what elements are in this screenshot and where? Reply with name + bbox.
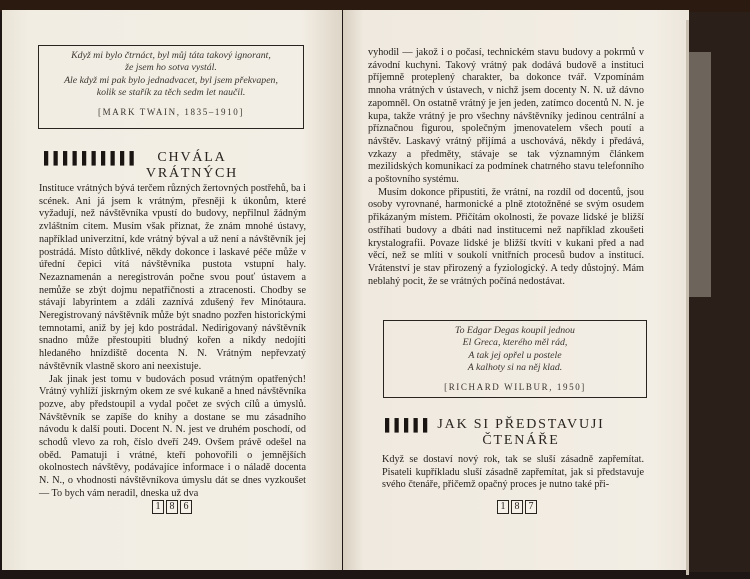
paragraph: Musím dokonce připustiti, že vrátní, na rozdíl od docentů, jsou osoby vyrovnané, harmonické a plně ztotožněné se svým osudem přikázaným místem. Přičítám okolnosti, že povaze lidské je bližší ostříhati budovy a dbáti nad institucemi než například zkoušeti krystalografii. Povaze lidské je bližší tkvíti v kukani před a nad věcí, než se mlíti v soukolí vnitřních procesů budov a institucí. Vrátenství je stav přirozený a fyziologický. A tedy důstojný. Mám neblahý pocit, že se vrátných počíná nedostávat.: [368, 186, 644, 287]
epigraph-author: [RICHARD WILBUR, 1950]: [444, 381, 586, 392]
heading-ornament: ▌▌▌▌▌: [385, 418, 433, 432]
epigraph-line: A tak jej opřel u postele: [468, 349, 562, 361]
page-digit: 8: [511, 500, 523, 514]
right-epigraph: [383, 320, 647, 398]
paragraph: Jak jinak jest tomu v budovách posud vrátným opatřených! Vrátný vyhlíží jiskrným okem ze své kukaně a hned návštěvníka pozve, aby předstoupil a vydal počet ze svých cílů a úmyslů. Návštěvník se zapíše do knihy a dostane se mu zásadního návodu k další pouti. Docent N. N. jest ve druhém poschodí, od schodů vlevo za roh, číslo dveří 249. Ovšem právě odešel na oběd. Pamatuji i vrátné, kteří pohovořili o jemnějších okolnostech návštěvy, podávajíce informace i o náladě docenta N. N., o vhodnosti návštěvníkova úmyslu dát se dnes vyzkoušet — To bych vám neradil, dneska už dva: [39, 373, 306, 499]
page-digit: 1: [152, 500, 164, 514]
next-page-strip: [689, 52, 711, 297]
page-digit: 7: [525, 500, 537, 514]
page-digit: 8: [166, 500, 178, 514]
right-body-text: [368, 47, 644, 288]
page-digit: 1: [497, 500, 509, 514]
heading-line: ČTENÁŘE: [482, 433, 560, 448]
right-body-text-2: [382, 454, 644, 492]
chapter-heading: [142, 150, 242, 182]
right-page: [343, 10, 689, 570]
epigraph-line: že jsem ho sotva vystál.: [125, 62, 217, 74]
page-number: [152, 500, 194, 514]
left-epigraph: [38, 45, 304, 129]
heading-line: JAK SI PŘEDSTAVUJI: [437, 417, 605, 432]
paragraph: vyhodil — jakož i o počasí, technickém stavu budovy a pokrmů v závodní kuchyni. Takový vrátný pak dodává budově a instituci příjemně proteplený charakter, ba dokonce tvář. Vzpomínám mnoha vrátných v ústavech, v nichž jsem docenty N. N. už dávno zapomněl. On ostatně vrátný je jen jeden, zatímco docentů N. N. je kupa, takže vrátný je pro všechny návštěvníky jedinou centrální a příznačnou figurou, společným jmenovatelem všech poutí a návštěv. Laskavý vrátný přijímá a uschovává, někdy i předává, vzkazy a předměty, stávaje se tak významným článkem mezilidských komunikací za podmínek chatrného stavu telefonního a poštovního systému.: [368, 47, 644, 186]
book-fore-edge: [689, 12, 750, 572]
page-number: [497, 500, 539, 514]
epigraph-line: To Edgar Degas koupil jednou: [455, 325, 575, 336]
heading-line: VRÁTNÝCH: [145, 166, 239, 181]
heading-ornament: ▌▌▌▌▌▌▌▌▌▌: [44, 151, 140, 165]
left-page: [2, 10, 342, 570]
left-body-text: [39, 183, 306, 501]
paragraph: Instituce vrátných bývá terčem různých žertovných postřehů, ba i scének. Ani já jsem k vrátným, přesněji k úkonům, které vyžadují, než návštěvníka vpustí do budovy, nepřilnul žádným zvláštním citem. Musím však přiznat, že znám mnohé ústavy, například univerzitní, kde vrátný býval a už není a návštěvník jej postrádá. Místo důtklivé, někdy dokonce i laskavé péče může v úřední čepici vítá návštěvníka pustota vstupní haly. Nezaznamenán a neregistrován počne svou pouť ústavem a nemůže se zbýt dojmu nepatřičnosti a ztracenosti. Chodby se stávají labyrintem a zdáli zaznívá zdušený řev Minótaura. Neregistrovaný návštěvník může být snadno pozřen historickými temnotami, aniž by jej kdo postrádal. Nedirigovaný návštěvník snadno může přestoupiti bludný kořen a nikdy nedojíti hledaného hnízdiště docenta N. N. Vrátným nepřevzatý návštěvník vlastně skoro ani neexistuje.: [39, 183, 306, 372]
heading-line: CHVÁLA: [157, 150, 227, 165]
epigraph-line: kolik se stařík za těch sedm let naučil.: [96, 87, 246, 99]
epigraph-line: Když mi bylo čtrnáct, byl můj táta takový ignorant,: [71, 50, 271, 61]
epigraph-author: [MARK TWAIN, 1835–1910]: [98, 106, 244, 117]
epigraph-line: El Greca, kterého měl rád,: [462, 337, 568, 349]
paragraph: Když se dostaví nový rok, tak se sluší zásadně zapřemítat. Pisateli kupříkladu sluší zásadně zapřemítat, jak si představuje svého čtenáře, přičemž opačný proces je nutno také při-: [382, 454, 644, 491]
page-digit: 6: [180, 500, 192, 514]
epigraph-line: A kalhoty si na něj klad.: [467, 362, 563, 374]
chapter-heading: [436, 417, 606, 449]
epigraph-line: Ale když mi pak bylo jednadvacet, byl jsem překvapen,: [64, 74, 278, 86]
